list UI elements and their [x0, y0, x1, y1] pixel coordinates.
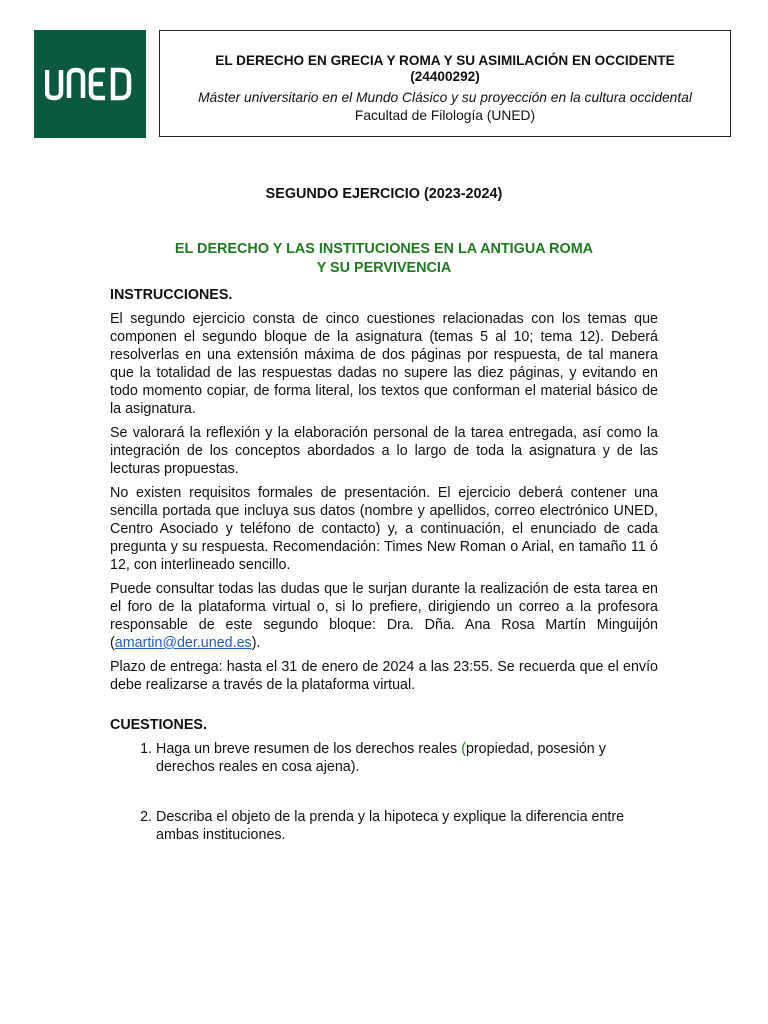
question-1-text-end: propiedad, posesión y derechos reales en cosa ajena). — [156, 741, 606, 775]
instructions-paragraph-1: El segundo ejercicio consta de cinco cuestiones relacionadas con los temas que componen el segundo bloque de la asignatura (temas 5 al 10; tema 12). Deberá resolverlas en una extensión máxima de dos páginas por respuesta, de tal manera que la totalidad de las respuestas dadas no supere las diez páginas, y evitando en todo momento copiar, de forma literal, los textos que conforman el material básico de la asignatura. — [110, 311, 658, 417]
uned-logo-mark — [45, 66, 135, 102]
uned-logo — [34, 30, 146, 138]
contact-text: Puede consultar todas las dudas que le surjan durante la realización de esta tarea en el foro de la plataforma virtual o, si lo prefiere, dirigiendo un correo a la profesora responsable de este segundo bloque: Dra. Dña. Ana Rosa Martín Minguijón ( — [110, 581, 658, 651]
topic-title-line2: Y SU PERVIVENCIA — [316, 260, 452, 276]
topic-title — [0, 240, 768, 278]
course-code: (24400292) — [410, 69, 480, 84]
questions-list — [110, 740, 658, 844]
question-1 — [156, 740, 658, 776]
instructions-paragraph-5: Plazo de entrega: hasta el 31 de enero de 2024 a las 23:55. Se recuerda que el envío debe realizarse a través de la plataforma virtual. — [110, 659, 658, 693]
exercise-title: SEGUNDO EJERCICIO (2023-2024) — [265, 186, 503, 202]
course-title: EL DERECHO EN GRECIA Y ROMA Y SU ASIMILACIÓN EN OCCIDENTE — [215, 53, 675, 68]
master-name: Máster universitario en el Mundo Clásico y su proyección en la cultura occidental — [198, 90, 692, 105]
instructions-paragraph-2: Se valorará la reflexión y la elaboración personal de la tarea entregada, así como la integración de los conceptos abordados a lo largo de toda la asignatura y de las lecturas propuestas. — [110, 425, 658, 477]
course-header — [159, 30, 731, 137]
question-1-text: Haga un breve resumen de los derechos reales — [156, 741, 462, 757]
questions-heading: CUESTIONES. — [110, 717, 207, 733]
contact-text-end: ). — [251, 635, 261, 651]
instructions-heading: INSTRUCCIONES. — [110, 287, 233, 303]
instructions-paragraph-4 — [110, 580, 658, 652]
topic-title-line1: EL DERECHO Y LAS INSTITUCIONES EN LA ANTIGUA ROMA — [174, 241, 594, 257]
contact-email-link[interactable]: amartin@der.uned.es — [114, 635, 252, 651]
question-1-paren: ( — [461, 741, 466, 757]
question-2: 2. Describa el objeto de la prenda y la hipoteca y explique la diferencia entre ambas instituciones. — [156, 808, 658, 844]
instructions-paragraph-3: No existen requisitos formales de presentación. El ejercicio deberá contener una sencilla portada que incluya sus datos (nombre y apellidos, correo electrónico UNED, Centro Asociado y teléfono de contacto) y, a continuación, el enunciado de cada pregunta y su respuesta. Recomendación: Times New Roman o Arial, en tamaño 11 ó 12, con interlineado sencillo. — [110, 485, 658, 573]
document-body — [110, 286, 658, 876]
faculty-name: Facultad de Filología (UNED) — [354, 108, 536, 123]
